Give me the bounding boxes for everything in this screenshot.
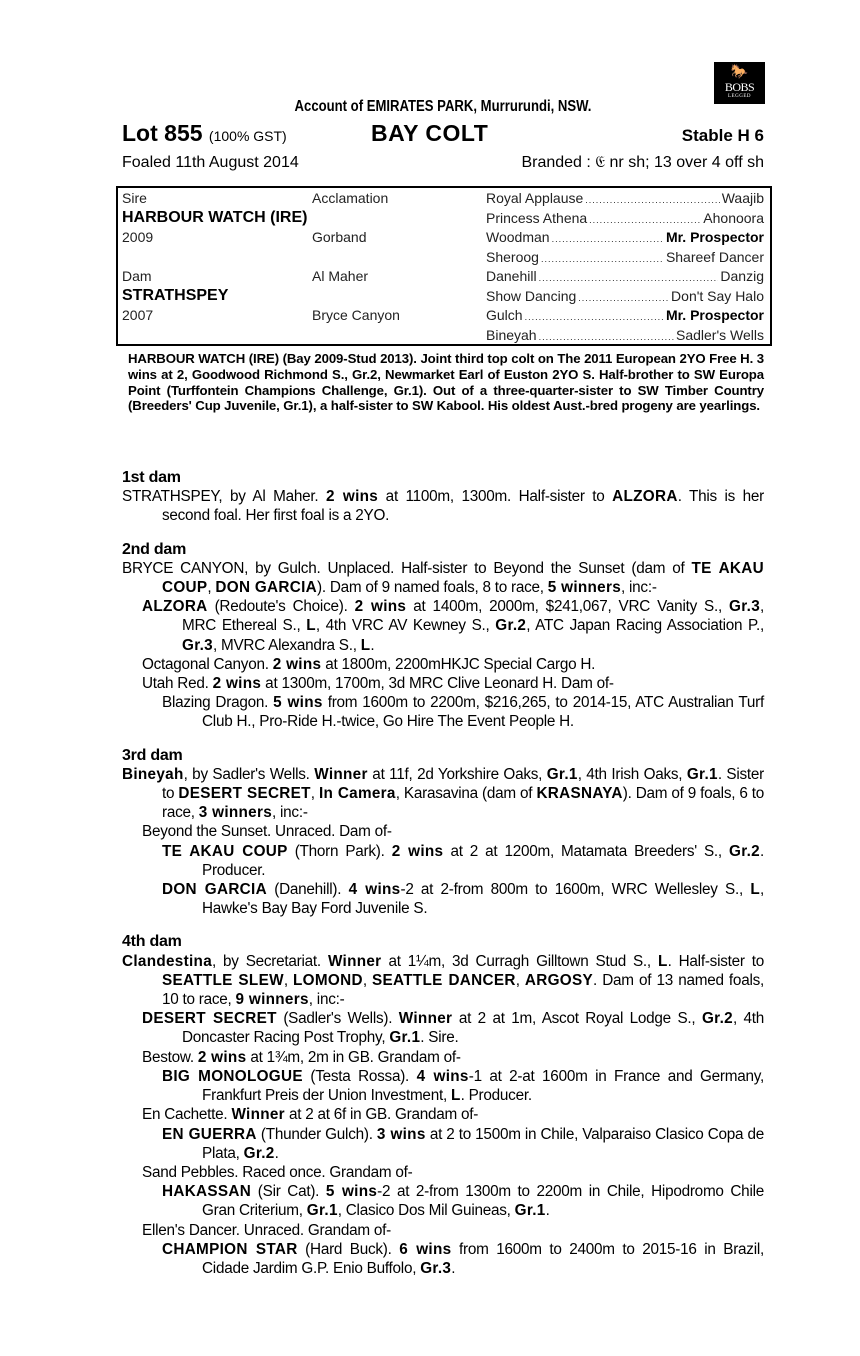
grandparent-sire: Mr. Prospector [665,307,764,323]
sire-sire: Acclamation [312,190,389,206]
text: , [515,971,525,989]
text: (Danehill). [266,881,349,899]
grandparent-row [486,189,764,209]
grandparent-name: Sheroog [486,248,539,265]
pedigree-entry [142,597,764,655]
grandparent-name: Gulch [486,307,523,323]
grandparent-sire: Waajib [721,190,764,206]
text: En Cachette. [142,1106,232,1124]
bold-text: DON GARCIA [215,579,317,597]
text: , [283,971,294,989]
text: Bestow. [142,1048,198,1066]
pedigree-entry [162,842,764,880]
leader-dots [541,248,664,268]
stable-location: Stable H 6 [681,126,764,145]
lot-label: Lot 855 [122,120,203,146]
leader-dots [585,189,719,209]
lot-number [122,120,287,147]
bold-text: Clandestina [122,952,213,970]
pedigree-entry [142,1221,764,1240]
bold-text: DON GARCIA [162,881,267,899]
text: , ATC Japan Racing Association P., [526,617,764,635]
sire-dam: Gorband [312,229,367,245]
text: (Sadler's Wells). [276,1010,399,1028]
bold-text: 4 wins [416,1067,469,1085]
bold-text: CHAMPION STAR [162,1240,298,1258]
pedigree-entry [142,655,764,674]
bold-text: TE AKAU COUP [162,842,288,860]
leader-dots [525,306,664,326]
bold-text: HAKASSAN [162,1183,252,1201]
bold-text: ALZORA [142,598,208,616]
section-heading: 4th dam [122,933,182,951]
bold-text: 2 wins [325,488,379,506]
bold-text: 2 wins [212,675,262,693]
text: , inc:- [621,579,657,597]
text: (Thunder Gulch). [256,1125,377,1143]
text: from 1600m to 2200m, $216,265, to 2014-15, ATC Australian Turf Club H., Pro-Ride H.-twice, Go Hire The Event People H. [202,694,764,731]
bold-text: KRASNAYA [536,785,623,803]
section-heading: 1st dam [122,469,181,486]
grandparent-name: Woodman [486,229,550,245]
grandparent-sire: Sadler's Wells [676,326,764,343]
bold-text: DESERT SECRET [142,1010,277,1028]
grandparent-sire: Mr. Prospector [665,229,764,245]
bold-text: 9 winners [235,991,309,1009]
bold-text: 2 wins [197,1048,247,1066]
bold-text: 5 wins [325,1183,378,1201]
text: , 4th Doncaster Racing Post Trophy, [182,1010,765,1047]
text: Beyond the Sunset. Unraced. Dam of- [142,823,392,841]
pedigree-entry [162,1182,764,1220]
grandparent-name: Bineyah [486,326,537,343]
grandparent-row [486,326,764,346]
text: , [207,579,216,597]
bold-text: L [657,952,668,970]
bold-text: Gr.1 [514,1202,546,1220]
grandparent-row [486,267,764,287]
pedigree-entry [142,1105,764,1124]
bold-text: SEATTLE SLEW [162,971,284,989]
text: -1 at 2-at 1600m in France and Germany, Frankfurt Preis der Union Investment, [202,1067,765,1105]
bold-text: EN GUERRA [162,1125,257,1143]
bold-text: TE AKAU COUP [162,559,764,597]
dam-label: Dam [122,268,152,284]
grandparent-name: Royal Applause [486,190,584,206]
grandparent-name: Show Dancing [486,287,577,304]
bold-text: LOMOND [293,971,363,989]
grandparent-row [486,209,764,229]
text: at 1100m, 1300m. Half-sister to [378,488,613,506]
pedigree-entry [122,559,764,597]
text: . Producer. [460,1087,532,1105]
foaled-date: Foaled 11th August 2014 [122,154,299,171]
bold-text: In Camera [318,785,396,803]
text: at 2 at 6f in GB. Grandam of- [284,1106,479,1124]
bold-text: 4 wins [348,881,401,899]
pedigree-entry [142,674,764,693]
section-heading: 2nd dam [122,540,187,558]
pedigree-entry [162,693,764,731]
text: ). Dam of 9 foals, 6 to race, [162,785,765,822]
bold-text: 3 wins [376,1125,426,1143]
text: , by Sadler's Wells. [183,765,315,783]
bold-text: BIG MONOLOGUE [162,1067,303,1085]
bold-text: Gr.2 [701,1010,733,1028]
bold-text: Gr.2 [495,617,527,635]
brand-info: Branded : 𝔈 nr sh; 13 over 4 off sh [521,154,764,171]
vendor-account: Account of EMIRATES PARK, Murrurundi, NSW. [294,98,592,115]
grandparent-name: Princess Athena [486,209,588,226]
bold-text: 5 wins [273,694,323,712]
text: Ellen's Dancer. Unraced. Grandam of- [142,1221,391,1239]
leader-dots [578,287,669,307]
text: , MVRC Alexandra S., [212,636,361,654]
pedigree-entry [142,1009,764,1047]
bold-text: 2 wins [272,655,322,673]
horse-icon: 🐎 [730,65,749,80]
bold-text: Winner [398,1010,453,1028]
bold-text: SEATTLE DANCER [372,971,516,989]
bold-text: 2 wins [391,842,444,860]
grandparent-row [486,306,764,326]
text: STRATHSPEY, by Al Maher. [122,488,326,506]
dam-year: 2007 [122,307,154,323]
bold-text: Gr.3 [182,636,213,654]
text: (Redoute's Choice). [207,598,355,616]
text: , inc:- [308,991,345,1009]
text: . Half-sister to [667,952,764,970]
text: . This is her second foal. Her first foal is a 2YO. [162,488,764,525]
text: , Karasavina (dam of [395,785,537,803]
bold-text: Gr.2 [243,1144,275,1162]
grandparent-sire: Don't Say Halo [671,287,764,304]
text: , 4th Irish Oaks, [577,765,687,783]
grandparent-sire: Ahonoora [703,209,764,226]
text: (Sir Cat). [251,1183,326,1201]
bold-text: Gr.1 [546,765,578,783]
text: -2 at 2-from 1300m to 2200m in Chile, Hipodromo Chile Gran Criterium, [202,1183,764,1220]
bold-text: Winner [314,765,368,783]
text: at 11f, 2d Yorkshire Oaks, [367,765,547,783]
logo-subtext: LEGGED [728,94,751,99]
sire-summary: HARBOUR WATCH (IRE) (Bay 2009-Stud 2013). Joint third top colt on The 2011 European 2YO Free H. 3 wins at 2, Goodwood Richmond S., Gr.2, Newmarket Earl of Euston 2YO S. Half-brother to SW Europa Point (Turffontein Champions Challenge, Gr.1). Out of a three-quarter-sister to SW Timber Country (Breeders' Cup Juvenile, Gr.1), a half-sister to SW Kabool. His oldest Aust.-bred progeny are yearlings. [128,351,764,414]
pedigree-entry [142,822,764,841]
text: . [370,636,375,654]
pedigree-entry [162,1125,764,1163]
sire-year: 2009 [122,229,154,245]
bold-text: Bineyah [122,765,184,783]
bold-text: Winner [231,1106,285,1124]
bold-text: L [750,881,760,899]
bold-text: Gr.3 [729,598,760,616]
bold-text: 6 wins [399,1240,452,1258]
text: Utah Red. [142,675,213,693]
dam-dam: Bryce Canyon [312,307,400,323]
text: . Dam of 13 named foals, 10 to race, [162,971,764,1009]
text: , MRC Ethereal S., [182,598,764,635]
grandparent-row [486,287,764,307]
text: . [545,1202,550,1220]
text: , [362,971,373,989]
leader-dots [589,209,701,229]
text: from 1600m to 2400m to 2015-16 in Brazil, Cidade Jardim G.P. Enio Buffolo, [202,1240,765,1277]
bold-text: Winner [327,952,382,970]
text: . Sister to [162,765,765,803]
pedigree-entry [142,1163,764,1182]
leader-dots [539,326,674,346]
pedigree-entry [122,952,764,1010]
section-heading: 3rd dam [122,746,183,764]
grandparent-row [486,248,764,268]
bold-text: ALZORA [612,488,678,506]
text: . Producer. [202,842,764,879]
text: (Testa Rossa). [302,1067,417,1085]
leader-dots [539,267,719,287]
sire-name: HARBOUR WATCH (IRE) [122,209,308,226]
grandparent-row [486,228,764,248]
text: , 4th VRC AV Kewney S., [315,617,496,635]
text: -2 at 2-from 800m to 1600m, WRC Wellesley S., [400,881,751,899]
pedigree-entry [162,1240,764,1278]
text: , Hawke's Bay Bay Ford Juvenile S. [202,881,764,918]
bold-text: Gr.1 [389,1029,421,1047]
text: . [451,1259,456,1277]
logo-text: BOBS [724,80,755,94]
bold-text: L [450,1087,461,1105]
gst-note: (100% GST) [208,128,287,144]
bold-text: Gr.1 [306,1202,338,1220]
pedigree-entry [122,765,764,823]
text: , [310,785,319,803]
bold-text: L [306,617,316,635]
text: Octagonal Canyon. [142,655,273,673]
bold-text: L [360,636,371,654]
bold-text: ARGOSY [524,971,594,989]
dam-sire: Al Maher [312,268,369,284]
text: at 2 to 1500m in Chile, Valparaiso Clasico Copa de Plata, [202,1125,764,1162]
bold-text: Gr.3 [420,1259,452,1277]
grandparent-sire: Danzig [720,268,764,284]
bold-text: Gr.1 [686,765,718,783]
pedigree-entry [142,1048,764,1067]
grandparent-name: Danehill [486,268,537,284]
sire-label: Sire [122,190,147,206]
text: at 2 at 1200m, Matamata Breeders' S., [443,842,730,860]
text: Blazing Dragon. [162,694,274,712]
bold-text: DESERT SECRET [178,785,311,803]
text: at 1400m, 2000m, $241,067, VRC Vanity S., [406,598,730,616]
bold-text: 3 winners [198,804,273,822]
text: at 1300m, 1700m, 3d MRC Clive Leonard H. Dam of- [261,675,614,693]
pedigree-table [116,186,772,346]
bold-text: 2 wins [354,598,407,616]
horse-description: BAY COLT [371,120,489,146]
bold-text: Gr.2 [729,842,760,860]
text: Sand Pebbles. Raced once. Grandam of- [142,1163,413,1181]
text: at 1¼m, 3d Curragh Gilltown Stud S., [381,952,658,970]
text: . Sire. [420,1029,459,1047]
grandparent-sire: Shareef Dancer [665,248,764,265]
pedigree-entry [162,880,764,918]
text: (Thorn Park). [287,842,392,860]
pedigree-entry [162,1067,764,1105]
pedigree-entry [122,487,764,525]
text: BRYCE CANYON, by Gulch. Unplaced. Half-sister to Beyond the Sunset (dam of [122,559,692,577]
text: , Clasico Dos Mil Guineas, [337,1202,515,1220]
text: at 2 at 1m, Ascot Royal Lodge S., [452,1010,702,1028]
dam-name: STRATHSPEY [122,287,229,304]
text: . [274,1144,279,1162]
text: , inc:- [272,804,308,822]
text: , by Secretariat. [212,952,328,970]
dam-lines [122,468,764,1278]
text: at 1800m, 2200mHKJC Special Cargo H. [321,655,596,673]
leader-dots [552,228,664,248]
text: ). Dam of 9 named foals, 8 to race, [317,579,548,597]
text: (Hard Buck). [297,1240,400,1258]
bold-text: 5 winners [547,579,622,597]
text: at 1¾m, 2m in GB. Grandam of- [246,1048,461,1066]
